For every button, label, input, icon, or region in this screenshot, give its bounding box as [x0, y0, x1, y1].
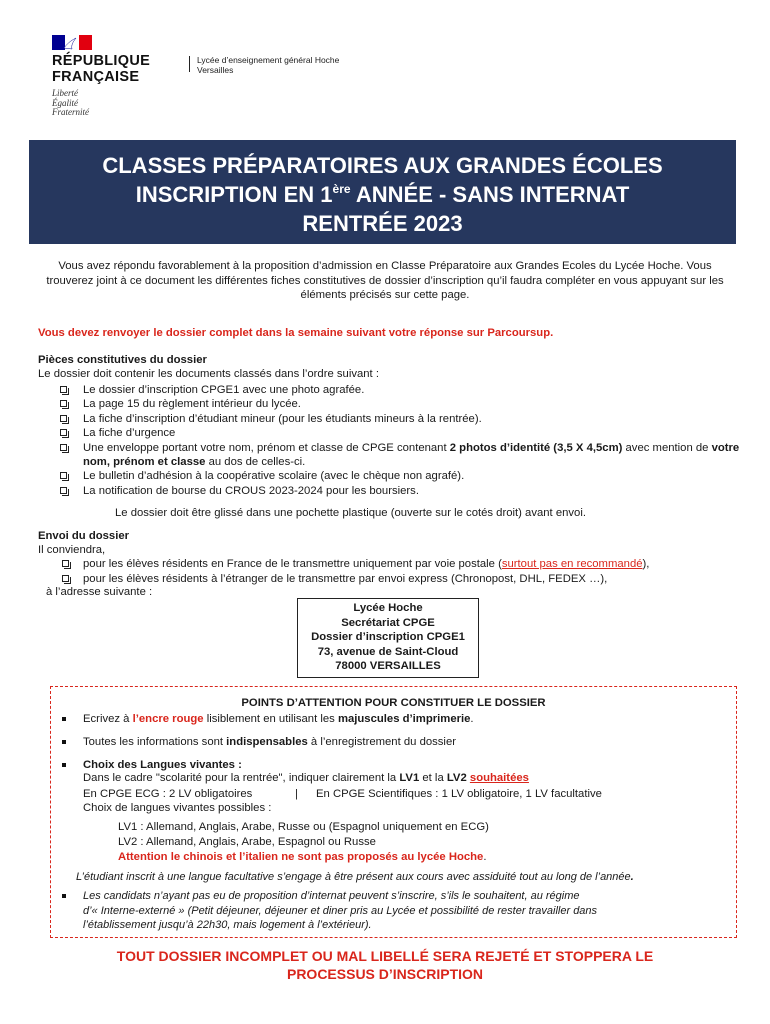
- attention-item-ink: Ecrivez à l’encre rouge lisiblement en utilisant les majuscules d’imprimerie.: [83, 713, 474, 725]
- bullet-icon: [62, 740, 66, 744]
- checkbox-icon: [60, 487, 67, 494]
- bullet-icon: [62, 717, 66, 721]
- lv1-options: LV1 : Allemand, Anglais, Arabe, Russe ou (Espagnol uniquement en ECG): [118, 821, 489, 833]
- envoi-lead: Il conviendra,: [38, 544, 106, 556]
- marianne-logo-icon: [52, 35, 92, 50]
- langues-line-1: Dans le cadre "scolarité pour la rentrée", indiquer clairement la LV1 et la LV2 souhaitées: [83, 772, 529, 784]
- pieces-checklist: [60, 383, 740, 498]
- lycee-city: Versailles: [197, 65, 234, 75]
- lv2-options: LV2 : Allemand, Anglais, Arabe, Espagnol ou Russe: [118, 836, 376, 848]
- list-item: La fiche d’urgence: [60, 426, 740, 440]
- list-item: Le bulletin d’adhésion à la coopérative scolaire (avec le chèque non agrafé).: [60, 469, 740, 483]
- banner-line-2: INSCRIPTION EN 1ère ANNÉE - SANS INTERNAT: [135, 182, 630, 207]
- lycee-name: Lycée d’enseignement général Hoche: [197, 55, 340, 65]
- internat-note: Les candidats n’ayant pas eu de proposition d’internat peuvent s’inscrire, s’ils le souhaitent, au régime d’« Interne-externé » (Petit déjeuner, déjeuner et diner pris au Lycée et possibilité de rester travailler dans l’établissement jusqu’à 22h30, mais logement à l’extérieur).: [83, 890, 598, 931]
- motto-liberte: Liberté: [52, 88, 78, 98]
- bullet-icon: [62, 894, 66, 898]
- recommande-warning: surtout pas en recommandé: [501, 558, 643, 570]
- address-line: 78000 VERSAILLES: [335, 660, 441, 673]
- banner-line-3: RENTRÉE 2023: [302, 211, 463, 236]
- facultative-note: L’étudiant inscrit à une langue facultative s’engage à être présent aux cours avec assiduité tout au long de l’année.: [76, 871, 634, 883]
- address-line: 73, avenue de Saint-Cloud: [317, 645, 459, 658]
- bullet-icon: [62, 763, 66, 767]
- list-item: La page 15 du règlement intérieur du lycée.: [60, 397, 740, 411]
- list-item: Le dossier d’inscription CPGE1 avec une photo agrafée.: [60, 383, 740, 397]
- pieces-lead: Le dossier doit contenir les documents classés dans l’ordre suivant :: [38, 368, 379, 380]
- langues-title: Choix des Langues vivantes :: [83, 759, 242, 771]
- checkbox-icon: [62, 560, 69, 567]
- title-banner: [29, 140, 736, 244]
- pochette-note: Le dossier doit être glissé dans une pochette plastique (ouverte sur le cotés droit) avant envoi.: [115, 507, 586, 519]
- pieces-title: Pièces constitutives du dossier: [38, 354, 207, 366]
- chinois-italien-warning: Attention le chinois et l’italien ne sont pas proposés au lycée Hoche.: [118, 851, 487, 863]
- intro-paragraph: Vous avez répondu favorablement à la proposition d’admission en Classe Préparatoire aux Grandes Ecoles du Lycée Hoche. Vous trouverez joint à ce document les différentes fiches constitutives de dossier d’inscription qu’il faudra compléter en vous appuyant sur les éléments précisés sur cette page.: [46, 260, 724, 301]
- motto-egalite: Égalité: [52, 98, 78, 108]
- checkbox-icon: [60, 472, 67, 479]
- checkbox-icon: [60, 400, 67, 407]
- header-divider: [189, 56, 190, 72]
- langues-ecg: En CPGE ECG : 2 LV obligatoires: [83, 788, 253, 800]
- final-warning: TOUT DOSSIER INCOMPLET OU MAL LIBELLÉ SERA REJETÉ ET STOPPERA LE PROCESSUS D’INSCRIPTION: [116, 948, 654, 982]
- checkbox-icon: [62, 575, 69, 582]
- list-item: La notification de bourse du CROUS 2023-2024 pour les boursiers.: [60, 484, 740, 498]
- checkbox-icon: [60, 415, 67, 422]
- checkbox-icon: [60, 386, 67, 393]
- attention-title: POINTS D’ATTENTION POUR CONSTITUER LE DOSSIER: [241, 697, 546, 709]
- list-item: pour les élèves résidents en France de le transmettre uniquement par voie postale (surtout pas en recommandé),: [62, 557, 649, 572]
- address-line: Lycée Hoche: [353, 602, 423, 614]
- langues-separator: |: [295, 788, 298, 800]
- mailing-address-box: [297, 598, 479, 678]
- deadline-notice: Vous devez renvoyer le dossier complet dans la semaine suivant votre réponse sur Parcoursup.: [38, 327, 554, 339]
- attention-item-info: Toutes les informations sont indispensables à l’enregistrement du dossier: [83, 736, 456, 748]
- envoi-checklist: [62, 557, 649, 586]
- langues-possibles: Choix de langues vivantes possibles :: [83, 802, 272, 814]
- list-item: Une enveloppe portant votre nom, prénom et classe de CPGE contenant 2 photos d’identité (3,5 X 4,5cm) avec mention de votre nom, prénom et classe au dos de celles-ci.: [60, 441, 740, 470]
- checkbox-icon: [60, 429, 67, 436]
- checkbox-icon: [60, 444, 67, 451]
- langues-scientifiques: En CPGE Scientifiques : 1 LV obligatoire, 1 LV facultative: [316, 788, 602, 800]
- republique-line-1: RÉPUBLIQUE: [52, 53, 151, 69]
- address-line: Dossier d’inscription CPGE1: [311, 631, 465, 644]
- banner-line-1: CLASSES PRÉPARATOIRES AUX GRANDES ÉCOLES: [102, 153, 663, 178]
- list-item: pour les élèves résidents à l’étranger de le transmettre par envoi express (Chronopost, DHL, FEDEX …),: [62, 572, 649, 587]
- address-lead: à l’adresse suivante :: [46, 586, 153, 598]
- address-line: Secrétariat CPGE: [341, 616, 435, 629]
- list-item: La fiche d’inscription d’étudiant mineur (pour les étudiants mineurs à la rentrée).: [60, 412, 740, 426]
- republique-line-2: FRANÇAISE: [52, 69, 140, 85]
- motto-fraternite: Fraternité: [52, 107, 89, 117]
- envoi-title: Envoi du dossier: [38, 530, 130, 542]
